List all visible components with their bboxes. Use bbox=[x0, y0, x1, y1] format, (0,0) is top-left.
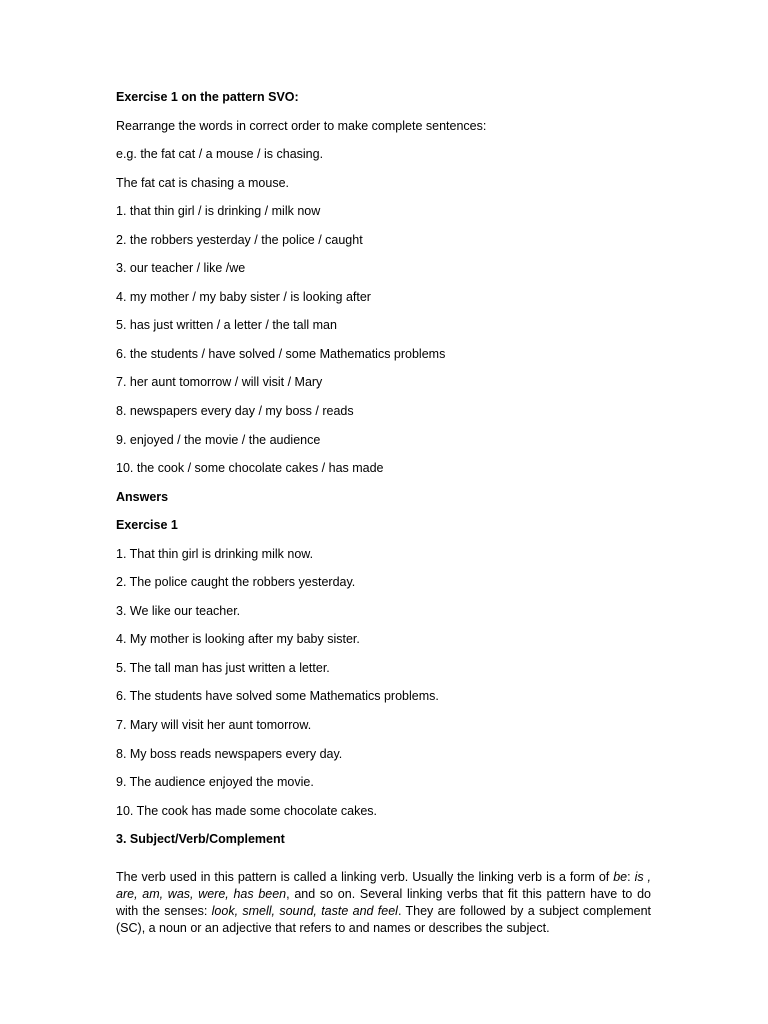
paragraph-text: The verb used in this pattern is called a linking verb. Usually the linking verb is a form of bbox=[116, 869, 614, 884]
section-heading: Answers bbox=[116, 489, 169, 504]
text-line: 1. That thin girl is drinking milk now. bbox=[116, 546, 314, 561]
text-line: 8. newspapers every day / my boss / reads bbox=[116, 404, 354, 419]
text-line: 6. The students have solved some Mathematics problems. bbox=[116, 689, 439, 704]
linking-verb-paragraph bbox=[116, 869, 651, 937]
text-line: 3. We like our teacher. bbox=[116, 603, 241, 618]
paragraph-text: . They are followed by a subject complement (SC), a noun or an adjective that refers to and names or describes the subject. bbox=[116, 903, 652, 935]
text-line: 5. has just written / a letter / the tall man bbox=[116, 318, 337, 333]
section-heading: 3. Subject/Verb/Complement bbox=[116, 832, 285, 847]
text-line: 2. The police caught the robbers yesterday. bbox=[116, 575, 356, 590]
paragraph-text: : bbox=[627, 869, 635, 884]
section-heading: Exercise 1 on the pattern SVO: bbox=[116, 90, 299, 104]
text-line: 4. My mother is looking after my baby sister. bbox=[116, 632, 360, 647]
text-line: 10. the cook / some chocolate cakes / has made bbox=[116, 461, 384, 476]
text-line: 2. the robbers yesterday / the police / caught bbox=[116, 232, 363, 247]
paragraph-text: , and so on. Several linking verbs that fit this pattern have to do with the senses: bbox=[116, 886, 651, 918]
text-line: 5. The tall man has just written a letter. bbox=[116, 660, 330, 675]
text-line: Rearrange the words in correct order to make complete sentences: bbox=[116, 118, 487, 133]
text-line: 7. Mary will visit her aunt tomorrow. bbox=[116, 718, 312, 733]
italic-term: be bbox=[613, 869, 628, 884]
text-line: 9. enjoyed / the movie / the audience bbox=[116, 432, 321, 447]
text-line: 10. The cook has made some chocolate cakes. bbox=[116, 803, 378, 818]
italic-term: is , are, am, was, were, has been bbox=[116, 869, 651, 901]
italic-term: look, smell, sound, taste and feel bbox=[211, 903, 398, 918]
text-line: 8. My boss reads newspapers every day. bbox=[116, 746, 343, 761]
text-line: The fat cat is chasing a mouse. bbox=[116, 175, 290, 190]
text-line: 4. my mother / my baby sister / is looking after bbox=[116, 289, 371, 304]
text-line: 1. that thin girl / is drinking / milk now bbox=[116, 204, 321, 219]
document-lines bbox=[116, 88, 656, 859]
text-line: 6. the students / have solved / some Mathematics problems bbox=[116, 346, 446, 361]
text-line: e.g. the fat cat / a mouse / is chasing. bbox=[116, 147, 324, 162]
text-line: 7. her aunt tomorrow / will visit / Mary bbox=[116, 375, 323, 390]
text-line: 9. The audience enjoyed the movie. bbox=[116, 775, 314, 790]
section-heading: Exercise 1 bbox=[116, 518, 178, 533]
text-line: 3. our teacher / like /we bbox=[116, 261, 246, 276]
